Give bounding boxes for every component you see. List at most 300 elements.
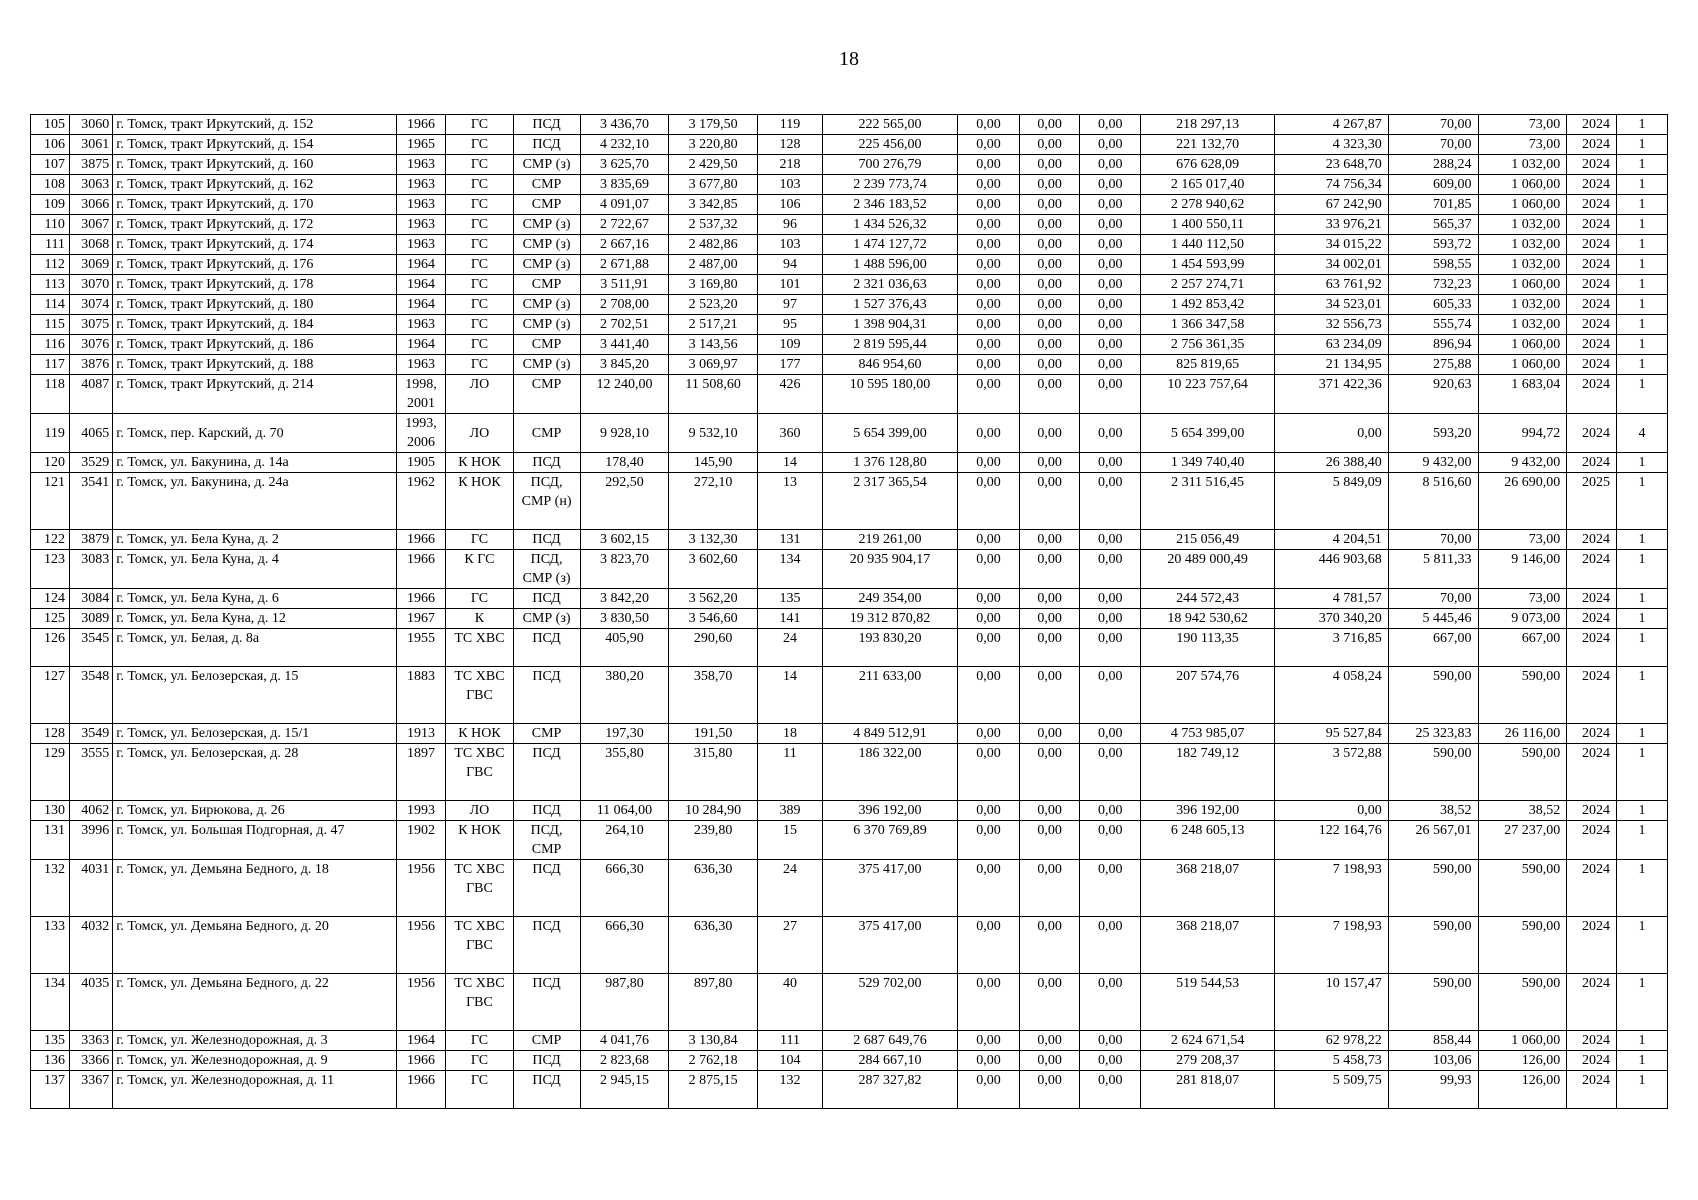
cell-object-id: 4062	[69, 801, 112, 821]
cell-fund-cost-2: 0,00	[1019, 917, 1080, 974]
table-row	[31, 667, 1668, 724]
cell-fund-cost-3: 0,00	[1080, 1071, 1141, 1109]
cell-residents: 134	[758, 550, 823, 589]
cell-unit-cost: 26 567,01	[1388, 821, 1478, 860]
cell-owners-cost: 1 492 853,42	[1140, 295, 1274, 315]
cell-fund-cost-2: 0,00	[1019, 667, 1080, 724]
cell-object-id: 3529	[69, 453, 112, 473]
cell-year-built: 1998, 2001	[396, 375, 446, 414]
table-row	[31, 215, 1668, 235]
cell-living-area: 3 069,97	[669, 355, 758, 375]
cell-system-type: ГС	[446, 135, 513, 155]
cell-owners-cost: 2 756 361,35	[1140, 335, 1274, 355]
cell-year-planned: 2024	[1567, 335, 1617, 355]
cell-total-cost: 2 819 595,44	[822, 335, 957, 355]
cell-living-area: 2 875,15	[669, 1071, 758, 1109]
cell-residents: 97	[758, 295, 823, 315]
cell-residents: 103	[758, 235, 823, 255]
cell-row-number: 114	[31, 295, 70, 315]
cell-total-area: 11 064,00	[580, 801, 669, 821]
cell-other-cost: 446 903,68	[1275, 550, 1389, 589]
cell-priority: 1	[1617, 724, 1668, 744]
cell-year-planned: 2024	[1567, 453, 1617, 473]
cell-year-built: 1963	[396, 215, 446, 235]
cell-fund-cost-1: 0,00	[958, 589, 1020, 609]
cell-fund-cost-1: 0,00	[958, 801, 1020, 821]
cell-other-cost: 7 198,93	[1275, 860, 1389, 917]
cell-year-built: 1966	[396, 115, 446, 135]
cell-address: г. Томск, пер. Карский, д. 70	[113, 414, 396, 453]
cell-year-planned: 2024	[1567, 1051, 1617, 1071]
cell-unit-cost: 701,85	[1388, 195, 1478, 215]
table-row	[31, 315, 1668, 335]
cell-address: г. Томск, ул. Бирюкова, д. 26	[113, 801, 396, 821]
cell-unit-cost: 858,44	[1388, 1031, 1478, 1051]
table-row	[31, 550, 1668, 589]
cell-living-area: 358,70	[669, 667, 758, 724]
cell-owners-cost: 18 942 530,62	[1140, 609, 1274, 629]
cell-work-type: ПСД	[513, 860, 580, 917]
cell-row-number: 134	[31, 974, 70, 1031]
cell-year-planned: 2024	[1567, 275, 1617, 295]
cell-fund-cost-2: 0,00	[1019, 473, 1080, 530]
cell-year-planned: 2024	[1567, 135, 1617, 155]
cell-total-area: 2 722,67	[580, 215, 669, 235]
cell-other-cost: 32 556,73	[1275, 315, 1389, 335]
cell-other-cost: 34 002,01	[1275, 255, 1389, 275]
cell-priority: 1	[1617, 275, 1668, 295]
cell-system-type: К НОК	[446, 821, 513, 860]
cell-total-area: 3 842,20	[580, 589, 669, 609]
table-row	[31, 589, 1668, 609]
cell-address: г. Томск, ул. Белая, д. 8а	[113, 629, 396, 667]
cell-living-area: 2 762,18	[669, 1051, 758, 1071]
cell-fund-cost-3: 0,00	[1080, 667, 1141, 724]
cell-year-built: 1963	[396, 195, 446, 215]
table-row	[31, 860, 1668, 917]
cell-unit-cost: 565,37	[1388, 215, 1478, 235]
cell-total-cost: 375 417,00	[822, 860, 957, 917]
cell-system-type: ЛО	[446, 375, 513, 414]
cell-unit-cost: 590,00	[1388, 917, 1478, 974]
cell-object-id: 3367	[69, 1071, 112, 1109]
cell-living-area: 3 220,80	[669, 135, 758, 155]
cell-address: г. Томск, тракт Иркутский, д. 172	[113, 215, 396, 235]
cell-total-cost: 396 192,00	[822, 801, 957, 821]
cell-work-type: ПСД, СМР (з)	[513, 550, 580, 589]
cell-row-number: 115	[31, 315, 70, 335]
cell-object-id: 3069	[69, 255, 112, 275]
cell-residents: 103	[758, 175, 823, 195]
cell-other-cost: 26 388,40	[1275, 453, 1389, 473]
cell-fund-cost-2: 0,00	[1019, 355, 1080, 375]
cell-object-id: 3875	[69, 155, 112, 175]
cell-total-area: 3 511,91	[580, 275, 669, 295]
cell-fund-cost-2: 0,00	[1019, 335, 1080, 355]
cell-year-planned: 2024	[1567, 550, 1617, 589]
cell-work-type: ПСД, СМР (н)	[513, 473, 580, 530]
cell-fund-cost-2: 0,00	[1019, 724, 1080, 744]
cell-address: г. Томск, ул. Железнодорожная, д. 3	[113, 1031, 396, 1051]
cell-total-area: 3 625,70	[580, 155, 669, 175]
cell-row-number: 126	[31, 629, 70, 667]
cell-unit-cost: 609,00	[1388, 175, 1478, 195]
cell-work-type: ПСД	[513, 1071, 580, 1109]
cell-year-built: 1964	[396, 295, 446, 315]
table-row	[31, 530, 1668, 550]
cell-fund-cost-3: 0,00	[1080, 609, 1141, 629]
cell-year-built: 1993	[396, 801, 446, 821]
cell-year-built: 1965	[396, 135, 446, 155]
cell-row-number: 137	[31, 1071, 70, 1109]
cell-fund-cost-1: 0,00	[958, 414, 1020, 453]
cell-residents: 389	[758, 801, 823, 821]
cell-total-cost: 700 276,79	[822, 155, 957, 175]
cell-total-area: 2 708,00	[580, 295, 669, 315]
cell-fund-cost-2: 0,00	[1019, 155, 1080, 175]
cell-address: г. Томск, ул. Белозерская, д. 15	[113, 667, 396, 724]
cell-object-id: 3076	[69, 335, 112, 355]
cell-fund-cost-1: 0,00	[958, 255, 1020, 275]
cell-total-area: 666,30	[580, 917, 669, 974]
cell-total-area: 3 602,15	[580, 530, 669, 550]
cell-object-id: 4065	[69, 414, 112, 453]
cell-max-unit-cost: 1 032,00	[1478, 215, 1567, 235]
cell-address: г. Томск, тракт Иркутский, д. 186	[113, 335, 396, 355]
cell-priority: 1	[1617, 609, 1668, 629]
cell-year-built: 1913	[396, 724, 446, 744]
cell-year-built: 1963	[396, 155, 446, 175]
cell-year-planned: 2024	[1567, 375, 1617, 414]
cell-row-number: 119	[31, 414, 70, 453]
cell-system-type: ГС	[446, 155, 513, 175]
cell-work-type: ПСД	[513, 135, 580, 155]
cell-work-type: СМР	[513, 724, 580, 744]
cell-system-type: ГС	[446, 295, 513, 315]
cell-fund-cost-2: 0,00	[1019, 235, 1080, 255]
cell-residents: 128	[758, 135, 823, 155]
cell-living-area: 11 508,60	[669, 375, 758, 414]
cell-total-cost: 211 633,00	[822, 667, 957, 724]
cell-owners-cost: 281 818,07	[1140, 1071, 1274, 1109]
cell-work-type: ПСД	[513, 667, 580, 724]
cell-year-planned: 2024	[1567, 801, 1617, 821]
page-number: 18	[839, 48, 859, 70]
cell-year-planned: 2024	[1567, 860, 1617, 917]
cell-fund-cost-3: 0,00	[1080, 414, 1141, 453]
cell-max-unit-cost: 590,00	[1478, 974, 1567, 1031]
cell-living-area: 191,50	[669, 724, 758, 744]
cell-object-id: 3074	[69, 295, 112, 315]
cell-other-cost: 5 849,09	[1275, 473, 1389, 530]
cell-max-unit-cost: 9 146,00	[1478, 550, 1567, 589]
cell-system-type: К НОК	[446, 724, 513, 744]
table-row	[31, 724, 1668, 744]
cell-living-area: 315,80	[669, 744, 758, 801]
cell-living-area: 10 284,90	[669, 801, 758, 821]
cell-object-id: 3555	[69, 744, 112, 801]
cell-total-area: 4 041,76	[580, 1031, 669, 1051]
table-row	[31, 453, 1668, 473]
cell-system-type: ГС	[446, 530, 513, 550]
cell-year-planned: 2024	[1567, 744, 1617, 801]
cell-address: г. Томск, ул. Большая Подгорная, д. 47	[113, 821, 396, 860]
cell-unit-cost: 667,00	[1388, 629, 1478, 667]
cell-other-cost: 67 242,90	[1275, 195, 1389, 215]
cell-priority: 1	[1617, 589, 1668, 609]
cell-max-unit-cost: 126,00	[1478, 1051, 1567, 1071]
table-row	[31, 195, 1668, 215]
cell-address: г. Томск, ул. Белозерская, д. 15/1	[113, 724, 396, 744]
cell-fund-cost-2: 0,00	[1019, 135, 1080, 155]
cell-fund-cost-3: 0,00	[1080, 175, 1141, 195]
cell-fund-cost-2: 0,00	[1019, 175, 1080, 195]
cell-living-area: 2 487,00	[669, 255, 758, 275]
cell-work-type: ПСД	[513, 1051, 580, 1071]
cell-max-unit-cost: 590,00	[1478, 860, 1567, 917]
cell-fund-cost-1: 0,00	[958, 155, 1020, 175]
table-row	[31, 473, 1668, 530]
cell-priority: 1	[1617, 355, 1668, 375]
cell-max-unit-cost: 590,00	[1478, 917, 1567, 974]
cell-work-type: ПСД	[513, 974, 580, 1031]
cell-other-cost: 34 523,01	[1275, 295, 1389, 315]
cell-living-area: 3 562,20	[669, 589, 758, 609]
cell-system-type: ГС	[446, 275, 513, 295]
cell-work-type: СМР	[513, 335, 580, 355]
cell-living-area: 3 132,30	[669, 530, 758, 550]
cell-other-cost: 21 134,95	[1275, 355, 1389, 375]
cell-system-type: ГС	[446, 195, 513, 215]
cell-row-number: 107	[31, 155, 70, 175]
cell-total-area: 197,30	[580, 724, 669, 744]
cell-other-cost: 4 323,30	[1275, 135, 1389, 155]
cell-system-type: ГС	[446, 215, 513, 235]
cell-priority: 1	[1617, 175, 1668, 195]
cell-unit-cost: 598,55	[1388, 255, 1478, 275]
cell-total-area: 355,80	[580, 744, 669, 801]
cell-unit-cost: 8 516,60	[1388, 473, 1478, 530]
cell-owners-cost: 2 311 516,45	[1140, 473, 1274, 530]
cell-total-cost: 1 398 904,31	[822, 315, 957, 335]
cell-row-number: 120	[31, 453, 70, 473]
cell-residents: 426	[758, 375, 823, 414]
table-row	[31, 175, 1668, 195]
cell-year-built: 1897	[396, 744, 446, 801]
cell-work-type: ПСД	[513, 115, 580, 135]
cell-work-type: СМР (з)	[513, 609, 580, 629]
cell-fund-cost-2: 0,00	[1019, 550, 1080, 589]
cell-residents: 177	[758, 355, 823, 375]
cell-total-cost: 4 849 512,91	[822, 724, 957, 744]
cell-residents: 119	[758, 115, 823, 135]
cell-year-planned: 2025	[1567, 473, 1617, 530]
cell-other-cost: 10 157,47	[1275, 974, 1389, 1031]
cell-total-cost: 10 595 180,00	[822, 375, 957, 414]
cell-row-number: 130	[31, 801, 70, 821]
cell-total-cost: 1 527 376,43	[822, 295, 957, 315]
cell-row-number: 124	[31, 589, 70, 609]
cell-work-type: СМР (з)	[513, 255, 580, 275]
cell-system-type: ТС ХВС ГВС	[446, 860, 513, 917]
cell-unit-cost: 9 432,00	[1388, 453, 1478, 473]
cell-other-cost: 74 756,34	[1275, 175, 1389, 195]
cell-fund-cost-1: 0,00	[958, 530, 1020, 550]
cell-priority: 1	[1617, 255, 1668, 275]
cell-address: г. Томск, ул. Белозерская, д. 28	[113, 744, 396, 801]
cell-address: г. Томск, тракт Иркутский, д. 152	[113, 115, 396, 135]
cell-other-cost: 63 234,09	[1275, 335, 1389, 355]
table-row	[31, 1031, 1668, 1051]
cell-system-type: ГС	[446, 315, 513, 335]
cell-address: г. Томск, ул. Бела Куна, д. 6	[113, 589, 396, 609]
cell-total-cost: 249 354,00	[822, 589, 957, 609]
cell-owners-cost: 207 574,76	[1140, 667, 1274, 724]
cell-living-area: 3 169,80	[669, 275, 758, 295]
cell-address: г. Томск, тракт Иркутский, д. 214	[113, 375, 396, 414]
cell-living-area: 3 342,85	[669, 195, 758, 215]
cell-total-area: 2 945,15	[580, 1071, 669, 1109]
cell-owners-cost: 4 753 985,07	[1140, 724, 1274, 744]
cell-row-number: 128	[31, 724, 70, 744]
cell-max-unit-cost: 1 060,00	[1478, 335, 1567, 355]
cell-max-unit-cost: 1 060,00	[1478, 1031, 1567, 1051]
cell-other-cost: 122 164,76	[1275, 821, 1389, 860]
cell-year-planned: 2024	[1567, 1031, 1617, 1051]
cell-object-id: 3075	[69, 315, 112, 335]
cell-address: г. Томск, ул. Бакунина, д. 24а	[113, 473, 396, 530]
cell-total-cost: 284 667,10	[822, 1051, 957, 1071]
cell-living-area: 897,80	[669, 974, 758, 1031]
cell-system-type: ЛО	[446, 414, 513, 453]
cell-max-unit-cost: 667,00	[1478, 629, 1567, 667]
cell-system-type: ГС	[446, 115, 513, 135]
cell-fund-cost-3: 0,00	[1080, 974, 1141, 1031]
cell-other-cost: 33 976,21	[1275, 215, 1389, 235]
cell-system-type: ЛО	[446, 801, 513, 821]
cell-residents: 11	[758, 744, 823, 801]
table-row	[31, 135, 1668, 155]
cell-max-unit-cost: 1 032,00	[1478, 295, 1567, 315]
cell-fund-cost-2: 0,00	[1019, 115, 1080, 135]
cell-fund-cost-3: 0,00	[1080, 295, 1141, 315]
cell-fund-cost-3: 0,00	[1080, 195, 1141, 215]
cell-residents: 14	[758, 453, 823, 473]
cell-unit-cost: 920,63	[1388, 375, 1478, 414]
cell-object-id: 3089	[69, 609, 112, 629]
cell-row-number: 113	[31, 275, 70, 295]
cell-year-built: 1966	[396, 1071, 446, 1109]
cell-other-cost: 63 761,92	[1275, 275, 1389, 295]
cell-max-unit-cost: 27 237,00	[1478, 821, 1567, 860]
cell-fund-cost-3: 0,00	[1080, 155, 1141, 175]
cell-address: г. Томск, тракт Иркутский, д. 184	[113, 315, 396, 335]
cell-year-planned: 2024	[1567, 355, 1617, 375]
cell-unit-cost: 5 445,46	[1388, 609, 1478, 629]
cell-unit-cost: 593,20	[1388, 414, 1478, 453]
cell-work-type: ПСД	[513, 589, 580, 609]
cell-year-planned: 2024	[1567, 295, 1617, 315]
cell-year-built: 1964	[396, 1031, 446, 1051]
cell-address: г. Томск, тракт Иркутский, д. 180	[113, 295, 396, 315]
table-row	[31, 917, 1668, 974]
cell-max-unit-cost: 1 032,00	[1478, 315, 1567, 335]
table-row	[31, 821, 1668, 860]
cell-residents: 14	[758, 667, 823, 724]
cell-living-area: 3 143,56	[669, 335, 758, 355]
table-row	[31, 609, 1668, 629]
cell-total-cost: 193 830,20	[822, 629, 957, 667]
cell-owners-cost: 190 113,35	[1140, 629, 1274, 667]
cell-living-area: 2 517,21	[669, 315, 758, 335]
cell-priority: 1	[1617, 1071, 1668, 1109]
cell-system-type: ГС	[446, 355, 513, 375]
cell-owners-cost: 2 278 940,62	[1140, 195, 1274, 215]
cell-total-cost: 2 346 183,52	[822, 195, 957, 215]
cell-living-area: 9 532,10	[669, 414, 758, 453]
cell-fund-cost-2: 0,00	[1019, 821, 1080, 860]
table-row	[31, 295, 1668, 315]
cell-fund-cost-3: 0,00	[1080, 550, 1141, 589]
cell-other-cost: 62 978,22	[1275, 1031, 1389, 1051]
cell-max-unit-cost: 73,00	[1478, 135, 1567, 155]
table-row	[31, 629, 1668, 667]
cell-max-unit-cost: 1 032,00	[1478, 255, 1567, 275]
cell-fund-cost-3: 0,00	[1080, 235, 1141, 255]
cell-total-area: 12 240,00	[580, 375, 669, 414]
cell-living-area: 290,60	[669, 629, 758, 667]
cell-fund-cost-3: 0,00	[1080, 724, 1141, 744]
cell-year-built: 1963	[396, 175, 446, 195]
cell-object-id: 3084	[69, 589, 112, 609]
cell-row-number: 131	[31, 821, 70, 860]
cell-total-area: 3 830,50	[580, 609, 669, 629]
cell-fund-cost-2: 0,00	[1019, 629, 1080, 667]
cell-max-unit-cost: 1 032,00	[1478, 155, 1567, 175]
cell-year-planned: 2024	[1567, 589, 1617, 609]
cell-owners-cost: 1 349 740,40	[1140, 453, 1274, 473]
cell-total-area: 178,40	[580, 453, 669, 473]
cell-living-area: 2 482,86	[669, 235, 758, 255]
cell-row-number: 108	[31, 175, 70, 195]
cell-work-type: СМР (з)	[513, 315, 580, 335]
cell-other-cost: 370 340,20	[1275, 609, 1389, 629]
cell-total-cost: 287 327,82	[822, 1071, 957, 1109]
cell-fund-cost-1: 0,00	[958, 175, 1020, 195]
cell-residents: 18	[758, 724, 823, 744]
cell-owners-cost: 218 297,13	[1140, 115, 1274, 135]
cell-work-type: ПСД	[513, 629, 580, 667]
cell-other-cost: 7 198,93	[1275, 917, 1389, 974]
cell-year-planned: 2024	[1567, 414, 1617, 453]
cell-residents: 109	[758, 335, 823, 355]
cell-priority: 1	[1617, 1051, 1668, 1071]
cell-total-area: 292,50	[580, 473, 669, 530]
cell-max-unit-cost: 73,00	[1478, 589, 1567, 609]
cell-year-built: 1956	[396, 917, 446, 974]
cell-total-area: 3 835,69	[580, 175, 669, 195]
cell-work-type: ПСД	[513, 917, 580, 974]
cell-fund-cost-1: 0,00	[958, 744, 1020, 801]
cell-fund-cost-3: 0,00	[1080, 1031, 1141, 1051]
cell-address: г. Томск, тракт Иркутский, д. 162	[113, 175, 396, 195]
cell-year-built: 1964	[396, 275, 446, 295]
cell-year-planned: 2024	[1567, 115, 1617, 135]
cell-address: г. Томск, ул. Бела Куна, д. 2	[113, 530, 396, 550]
cell-year-planned: 2024	[1567, 1071, 1617, 1109]
cell-year-built: 1902	[396, 821, 446, 860]
cell-year-built: 1963	[396, 315, 446, 335]
